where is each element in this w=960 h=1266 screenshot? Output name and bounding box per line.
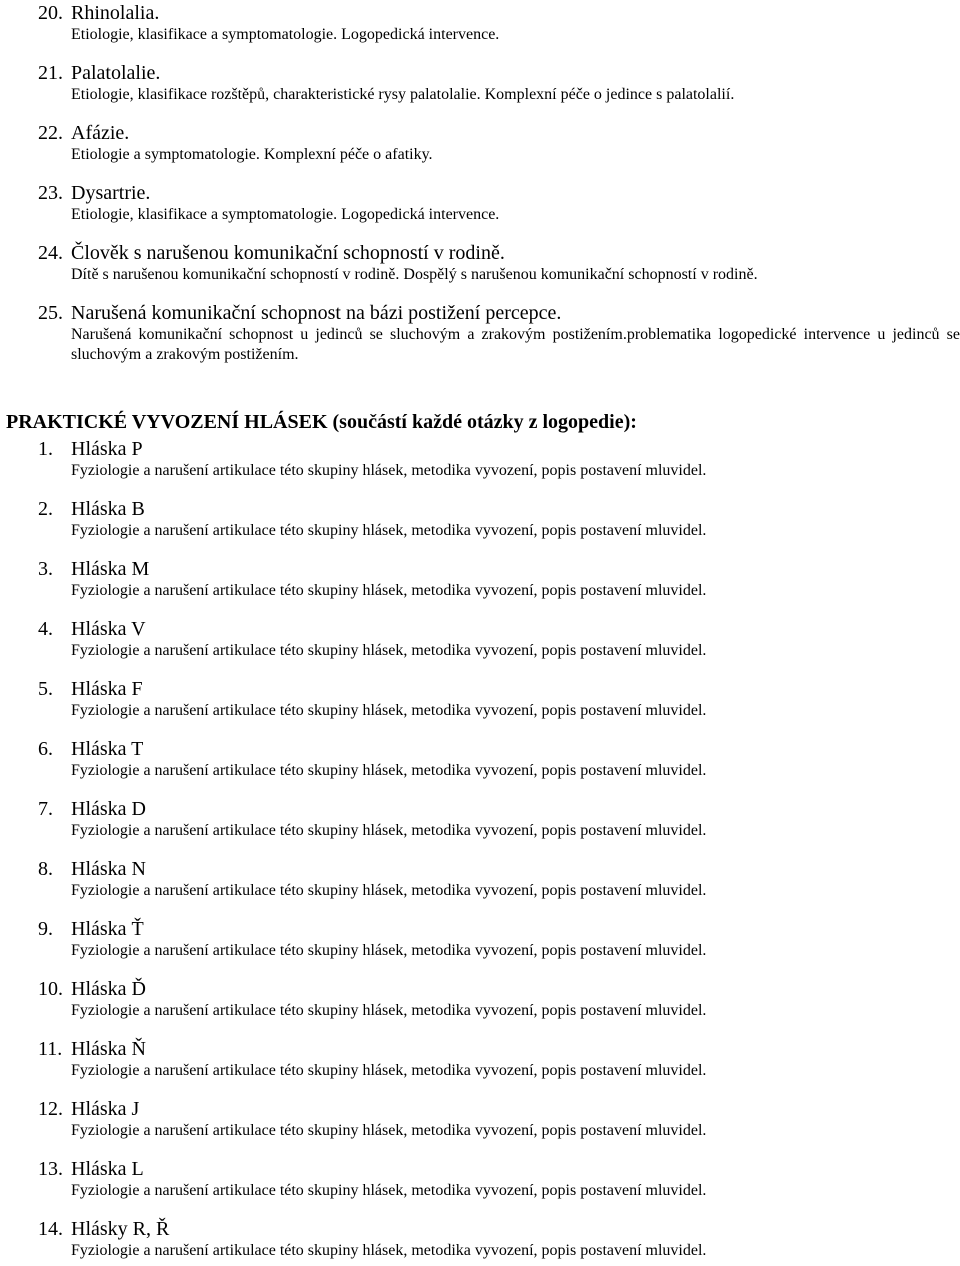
item-number: 23. <box>38 182 63 204</box>
item-detail: Narušená komunikační schopnost u jedinců se sluchovým a zrakovým postižením.problematika logopedické intervence u jedinců se sluchovým a zrakovým postižením. <box>71 326 960 363</box>
item-detail: Etiologie, klasifikace rozštěpů, charakteristické rysy palatolalie. Komplexní péče o jedince s palatolalií. <box>71 86 735 103</box>
item-number: 3. <box>38 558 53 580</box>
item-number: 22. <box>38 122 63 144</box>
item-number: 1. <box>38 438 53 460</box>
item-title: Hláska B <box>71 498 145 520</box>
item-detail: Etiologie a symptomatologie. Komplexní péče o afatiky. <box>71 146 433 163</box>
item-title: Hláska N <box>71 858 146 880</box>
item-number: 6. <box>38 738 53 760</box>
item-title: Narušená komunikační schopnost na bázi postižení percepce. <box>71 302 562 324</box>
item-detail: Etiologie, klasifikace a symptomatologie. Logopedická intervence. <box>71 26 500 43</box>
item-number: 12. <box>38 1098 63 1120</box>
item-detail: Fyziologie a narušení artikulace této skupiny hlásek, metodika vyvození, popis postavení mluvidel. <box>71 582 707 599</box>
item-detail: Fyziologie a narušení artikulace této skupiny hlásek, metodika vyvození, popis postavení mluvidel. <box>71 882 707 899</box>
item-detail: Fyziologie a narušení artikulace této skupiny hlásek, metodika vyvození, popis postavení mluvidel. <box>71 702 707 719</box>
item-detail: Fyziologie a narušení artikulace této skupiny hlásek, metodika vyvození, popis postavení mluvidel. <box>71 1002 707 1019</box>
item-detail: Fyziologie a narušení artikulace této skupiny hlásek, metodika vyvození, popis postavení mluvidel. <box>71 1182 707 1199</box>
item-detail: Fyziologie a narušení artikulace této skupiny hlásek, metodika vyvození, popis postavení mluvidel. <box>71 462 707 479</box>
item-title: Hláska J <box>71 1098 140 1120</box>
item-detail: Fyziologie a narušení artikulace této skupiny hlásek, metodika vyvození, popis postavení mluvidel. <box>71 642 707 659</box>
item-number: 2. <box>38 498 53 520</box>
item-number: 4. <box>38 618 53 640</box>
item-detail: Fyziologie a narušení artikulace této skupiny hlásek, metodika vyvození, popis postavení mluvidel. <box>71 522 707 539</box>
item-title: Hláska L <box>71 1158 144 1180</box>
item-detail: Dítě s narušenou komunikační schopností v rodině. Dospělý s narušenou komunikační schopností v rodině. <box>71 266 758 283</box>
item-number: 7. <box>38 798 53 820</box>
item-title: Hláska M <box>71 558 150 580</box>
item-title: Hláska Ň <box>71 1038 146 1060</box>
item-title: Palatolalie. <box>71 62 161 84</box>
item-number: 14. <box>38 1218 63 1240</box>
item-number: 21. <box>38 62 63 84</box>
item-detail: Fyziologie a narušení artikulace této skupiny hlásek, metodika vyvození, popis postavení mluvidel. <box>71 942 707 959</box>
item-detail: Fyziologie a narušení artikulace této skupiny hlásek, metodika vyvození, popis postavení mluvidel. <box>71 762 707 779</box>
item-number: 8. <box>38 858 53 880</box>
item-title: Dysartrie. <box>71 182 151 204</box>
item-title: Hláska T <box>71 738 144 760</box>
item-number: 5. <box>38 678 53 700</box>
item-number: 24. <box>38 242 63 264</box>
item-title: Afázie. <box>71 122 130 144</box>
item-detail: Etiologie, klasifikace a symptomatologie. Logopedická intervence. <box>71 206 500 223</box>
item-detail: Fyziologie a narušení artikulace této skupiny hlásek, metodika vyvození, popis postavení mluvidel. <box>71 1122 707 1139</box>
section-title: PRAKTICKÉ VYVOZENÍ HLÁSEK (součástí každé otázky z logopedie): <box>6 411 637 433</box>
item-title: Hlásky R, Ř <box>71 1218 170 1240</box>
item-number: 9. <box>38 918 53 940</box>
item-number: 20. <box>38 2 63 24</box>
item-title: Rhinolalia. <box>71 2 160 24</box>
item-number: 13. <box>38 1158 63 1180</box>
item-number: 25. <box>38 302 63 324</box>
item-title: Člověk s narušenou komunikační schopností v rodině. <box>71 242 505 264</box>
item-detail: Fyziologie a narušení artikulace této skupiny hlásek, metodika vyvození, popis postavení mluvidel. <box>71 822 707 839</box>
item-detail: Fyziologie a narušení artikulace této skupiny hlásek, metodika vyvození, popis postavení mluvidel. <box>71 1062 707 1079</box>
item-number: 11. <box>38 1038 63 1060</box>
item-title: Hláska D <box>71 798 146 820</box>
item-detail: Fyziologie a narušení artikulace této skupiny hlásek, metodika vyvození, popis postavení mluvidel. <box>71 1242 707 1259</box>
item-title: Hláska F <box>71 678 143 700</box>
item-title: Hláska P <box>71 438 143 460</box>
item-title: Hláska Ď <box>71 978 146 1000</box>
item-title: Hláska Ť <box>71 918 144 940</box>
item-title: Hláska V <box>71 618 146 640</box>
item-number: 10. <box>38 978 63 1000</box>
